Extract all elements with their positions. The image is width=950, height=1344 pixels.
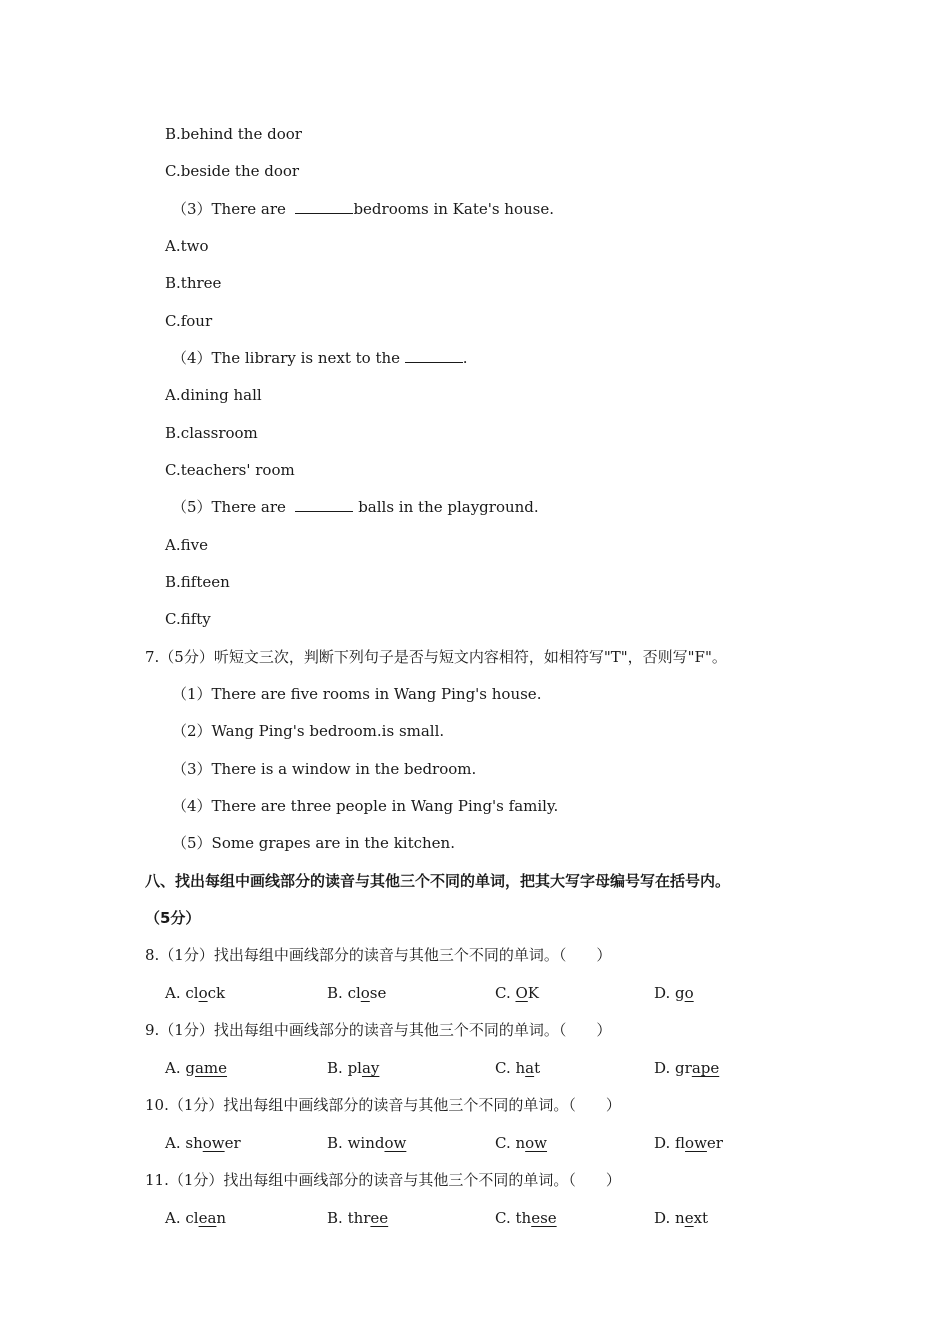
question-stem: 9.（1分）找出每组中画线部分的读音与其他三个不同的单词。（ ）	[145, 1021, 612, 1039]
option-text: B.classroom	[165, 424, 258, 442]
option-text: C.beside the door	[165, 162, 300, 180]
answer-blank[interactable]	[295, 199, 353, 214]
option-b[interactable]: B. three	[327, 1209, 389, 1227]
statement-item: （4）There are three people in Wang Ping's family.	[172, 797, 559, 815]
statement-item: （2）Wang Ping's bedroom.is small.	[172, 722, 445, 740]
option-text: A.dining hall	[165, 386, 262, 404]
option-row	[165, 1133, 723, 1153]
question-item	[172, 497, 539, 517]
answer-blank[interactable]	[405, 348, 463, 363]
section-title: 八、找出每组中画线部分的读音与其他三个不同的单词，把其大写字母编号写在括号内。	[145, 872, 731, 890]
option-a[interactable]: A. clean	[165, 1209, 227, 1227]
option-text: B.behind the door	[165, 125, 302, 143]
statement-item: （5）Some grapes are in the kitchen.	[172, 834, 455, 852]
option-d[interactable]: D. go	[654, 984, 694, 1002]
option-c[interactable]: C. these	[495, 1209, 557, 1227]
question-text: （5）There are	[172, 498, 296, 516]
option-row	[165, 1058, 720, 1078]
answer-blank[interactable]	[295, 497, 353, 512]
option-text: A.two	[165, 237, 209, 255]
option-a[interactable]: A. shower	[165, 1134, 241, 1152]
question-text: .	[462, 349, 468, 367]
option-row	[165, 983, 694, 1003]
statement-item: （3）There is a window in the bedroom.	[172, 760, 477, 778]
question-text: balls in the playground.	[353, 498, 539, 516]
option-text: C.four	[165, 312, 213, 330]
option-c[interactable]: C. now	[495, 1134, 548, 1152]
question-text: bedrooms in Kate's house.	[353, 200, 555, 218]
option-b[interactable]: B. close	[327, 984, 387, 1002]
option-text: C.teachers' room	[165, 461, 295, 479]
question-stem: 11.（1分）找出每组中画线部分的读音与其他三个不同的单词。（ ）	[145, 1171, 621, 1189]
question-stem: 8.（1分）找出每组中画线部分的读音与其他三个不同的单词。（ ）	[145, 946, 612, 964]
option-d[interactable]: D. next	[654, 1209, 709, 1227]
option-c[interactable]: C. OK	[495, 984, 540, 1002]
option-text: C.fifty	[165, 610, 211, 628]
option-text: A.five	[165, 536, 208, 554]
section-score: （5分）	[145, 909, 201, 927]
question-item	[172, 348, 468, 368]
option-d[interactable]: D. flower	[654, 1134, 723, 1152]
option-row	[165, 1208, 709, 1228]
option-d[interactable]: D. grape	[654, 1059, 720, 1077]
question-text: （3）There are	[172, 200, 296, 218]
option-c[interactable]: C. hat	[495, 1059, 541, 1077]
option-text: B.three	[165, 274, 222, 292]
question-stem: 10.（1分）找出每组中画线部分的读音与其他三个不同的单词。（ ）	[145, 1096, 621, 1114]
statement-item: （1）There are five rooms in Wang Ping's house.	[172, 685, 542, 703]
question-text: （4）The library is next to the	[172, 349, 405, 367]
option-text: B.fifteen	[165, 573, 230, 591]
option-b[interactable]: B. play	[327, 1059, 380, 1077]
question-item	[172, 199, 554, 219]
question-prompt: 7.（5分）听短文三次，判断下列句子是否与短文内容相符，如相符写"T"，否则写"F"。	[145, 648, 727, 666]
option-a[interactable]: A. game	[165, 1059, 228, 1077]
option-b[interactable]: B. window	[327, 1134, 407, 1152]
option-a[interactable]: A. clock	[165, 984, 226, 1002]
